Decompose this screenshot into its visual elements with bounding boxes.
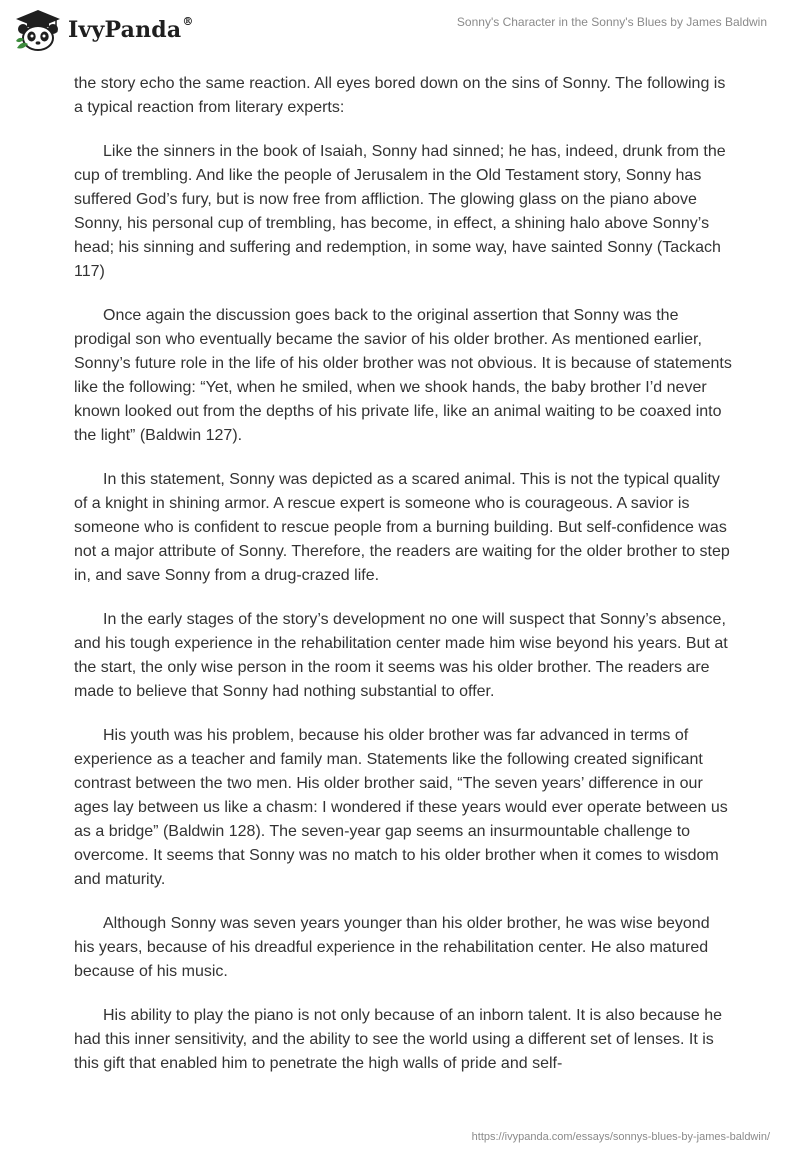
- ivypanda-logo[interactable]: [14, 6, 194, 54]
- paragraph: Although Sonny was seven years younger than his older brother, he was wise beyond his years, because of his dreadful experience in the rehabilitation center. He also matured because of his music.: [74, 915, 710, 980]
- essay-body: [74, 72, 734, 1096]
- paragraph: In this statement, Sonny was depicted as a scared animal. This is not the typical quality of a knight in shining armor. A rescue expert is someone who is courageous. A savior is someone who is confident to rescue people from a burning building. But self-confidence was not a major attribute of Sonny. Therefore, the readers are waiting for the older brother to step in, and save Sonny from a drug-crazed life.: [74, 471, 730, 584]
- block-quote: Like the sinners in the book of Isaiah, Sonny had sinned; he has, indeed, drunk from the cup of trembling. And like the people of Jerusalem in the Old Testament story, Sonny has suffered God’s fury, but is now free from affliction. The glowing glass on the piano above Sonny, his personal cup of trembling, has become, in effect, a shining halo above Sonny’s head; his sinning and suffering and redemption, in some way, have sainted Sonny (Tackach 117): [74, 143, 726, 280]
- source-url[interactable]: https://ivypanda.com/essays/sonnys-blues-by-james-baldwin/: [471, 1131, 770, 1143]
- document-title: Sonny's Character in the Sonny's Blues by James Baldwin: [456, 15, 767, 29]
- paragraph: Once again the discussion goes back to the original assertion that Sonny was the prodigal son who eventually became the savior of his older brother. As mentioned earlier, Sonny’s future role in the life of his older brother was not obvious. It is because of statements like the following: “Yet, when he smiled, when we shook hands, the baby brother I’d never known looked out from the depths of his private life, like an animal waiting to be coaxed into the light” (Baldwin 127).: [74, 307, 732, 444]
- panda-graduate-icon: [14, 8, 62, 52]
- paragraph: His youth was his problem, because his older brother was far advanced in terms of experience as a teacher and family man. Statements like the following created significant contrast between the two men. His older brother said, “The seven years’ difference in our ages lay between us like a chasm: I wondered if these years would ever operate between us as a bridge” (Baldwin 128). The seven-year gap seems an insurmountable challenge to overcome. It seems that Sonny was no match to his older brother when it comes to wisdom and maturity.: [74, 727, 728, 888]
- paragraph: His ability to play the piano is not only because of an inborn talent. It is also because he had this inner sensitivity, and the ability to see the world using a different set of lenses. It is this gift that enabled him to penetrate the high walls of pride and self-: [74, 1007, 723, 1072]
- registered-mark: ®: [182, 15, 194, 28]
- page-header: [0, 0, 800, 64]
- paragraph-continued: the story echo the same reaction. All eyes bored down on the sins of Sonny. The following is a typical reaction from literary experts:: [74, 75, 726, 116]
- paragraph: In the early stages of the story’s development no one will suspect that Sonny’s absence, and his tough experience in the rehabilitation center made him wise beyond his years. But at the start, the only wise person in the room it seems was his older brother. The readers are made to believe that Sonny had nothing substantial to offer.: [74, 611, 728, 700]
- logo-wordmark: IvyPanda®: [68, 15, 194, 43]
